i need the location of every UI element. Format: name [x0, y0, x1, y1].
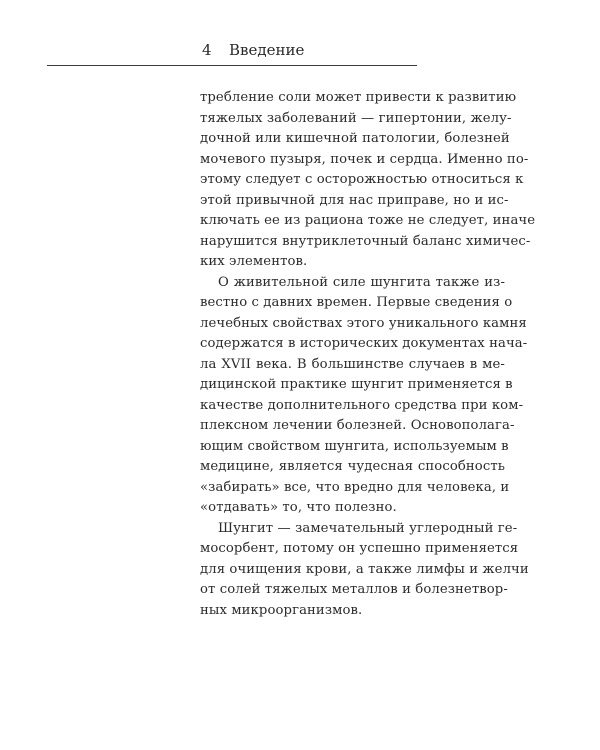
text-line: медицине, является чудесная способность	[200, 459, 505, 474]
text-line: ких элементов.	[200, 254, 308, 269]
text-line: мосорбент, потому он успешно применяется	[200, 541, 519, 556]
text-line: вестно с давних времен. Первые сведения о	[200, 295, 513, 310]
text-line: дочной или кишечной патологии, болезней	[200, 131, 510, 146]
text-line: плексном лечении болезней. Основополага-	[200, 418, 515, 433]
text-line: «забирать» все, что вредно для человека, и	[200, 479, 510, 495]
header-rule	[47, 65, 417, 66]
text-line: Шунгит — замечательный углеродный ге-	[218, 520, 518, 536]
text-line: содержатся в исторических документах нача-	[200, 336, 528, 351]
text-line: мочевого пузыря, почек и сердца. Именно по-	[200, 151, 529, 167]
running-head	[185, 40, 304, 60]
text-line: дицинской практике шунгит применяется в	[200, 377, 513, 392]
text-line: от солей тяжелых металлов и болезнетвор-	[200, 582, 508, 597]
text-line: «отдавать» то, что полезно.	[200, 500, 397, 515]
text-line: качестве дополнительного средства при ком-	[200, 397, 524, 413]
section-title: Введение	[229, 41, 305, 59]
paragraph-2	[200, 273, 528, 519]
text-line: этому следует с осторожностью относиться к	[200, 172, 524, 187]
text-line: нарушится внутриклеточный баланс химичес-	[200, 233, 531, 249]
text-line: требление соли может привести к развитию	[200, 90, 517, 105]
text-line: ных микроорганизмов.	[200, 602, 363, 618]
text-line: лечебных свойствах этого уникального камня	[200, 315, 527, 331]
paragraph-1	[200, 88, 536, 273]
text-line: ключать ее из рациона тоже не следует, иначе	[200, 213, 536, 228]
body-text	[200, 88, 536, 621]
text-line: О живительной силе шунгита также из-	[218, 274, 505, 290]
text-line: ющим свойством шунгита, используемым в	[200, 438, 509, 454]
paragraph-3	[200, 519, 529, 622]
page-number: 4	[202, 41, 212, 59]
text-line: для очищения крови, а также лимфы и желчи	[200, 561, 529, 577]
text-line: этой привычной для нас приправе, но и ис-	[200, 192, 509, 208]
text-line: тяжелых заболеваний — гипертонии, желу-	[200, 110, 512, 126]
text-line: ла XVII века. В большинстве случаев в ме-	[200, 356, 505, 372]
